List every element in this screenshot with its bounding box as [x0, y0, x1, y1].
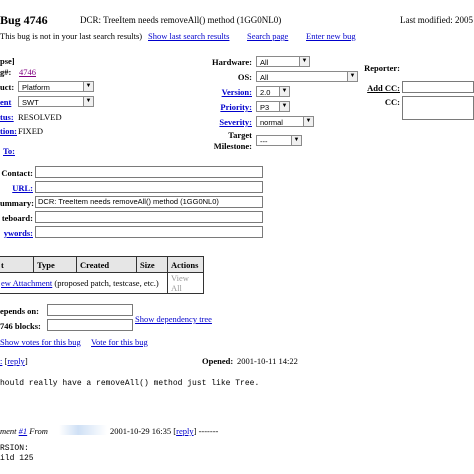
summary-input[interactable]: DCR: TreeItem needs removeAll() method (1GG0NL0) — [35, 196, 263, 208]
attachments-table — [0, 256, 204, 294]
version-select[interactable]: 2.0 ▼ — [256, 86, 290, 97]
enter-new-bug-link[interactable]: Enter new bug — [306, 31, 356, 41]
hardware-label: Hardware: — [212, 57, 252, 67]
reply-link[interactable]: reply — [7, 356, 25, 366]
component-label-link[interactable]: ent — [0, 97, 12, 107]
keywords-label-link[interactable]: ywords: — [3, 228, 33, 238]
status-label-link[interactable]: tus: — [0, 112, 14, 122]
comment-1-dashes: ------- — [198, 426, 219, 436]
target-label: Target — [228, 130, 252, 140]
product-select[interactable]: Platform ▼ — [18, 81, 94, 92]
comment-1-link[interactable]: #1 — [18, 426, 28, 436]
view-all-cell: View All — [168, 273, 204, 294]
size-col-header: Size — [137, 257, 168, 273]
show-dependency-tree-link[interactable]: Show dependency tree — [135, 314, 212, 324]
blocks-input[interactable] — [47, 319, 133, 331]
attachments-header-row — [0, 257, 204, 273]
comment-1-header — [0, 426, 48, 436]
milestone-label: Milestone: — [213, 141, 252, 151]
product-label: uct: — [0, 82, 15, 92]
assigned-to-label-link[interactable]: To: — [3, 146, 15, 156]
comment-1-line-2: ild 125 — [0, 454, 34, 463]
whiteboard-input[interactable] — [35, 211, 263, 223]
comment-1-date: 2001-10-29 16:35 — [110, 426, 172, 436]
chevron-down-icon: ▼ — [83, 97, 93, 106]
create-attachment-cell — [0, 273, 168, 294]
not-in-results-note: This bug is not in your last search results) — [0, 31, 143, 41]
os-select[interactable]: All ▼ — [256, 71, 358, 82]
show-last-search-link[interactable]: Show last search results — [148, 31, 230, 41]
status-value: RESOLVED — [18, 112, 62, 122]
chevron-down-icon: ▼ — [291, 136, 301, 145]
os-label: OS: — [237, 72, 252, 82]
comment-1-meta: 2001-10-29 16:35 [reply] ------- — [110, 426, 219, 436]
comment-0-text: hould really have a removeAll() method just like Tree. — [0, 379, 260, 388]
last-modified: Last modified: 2005 — [400, 15, 473, 25]
chevron-down-icon: ▼ — [347, 72, 357, 81]
depends-on-label: epends on: — [0, 306, 39, 316]
component-select[interactable]: SWT ▼ — [18, 96, 94, 107]
keywords-input[interactable] — [35, 226, 263, 238]
description-reply-row: : [reply] — [0, 356, 28, 366]
cc-list[interactable] — [402, 96, 474, 120]
severity-label-link[interactable]: Severity: — [219, 117, 252, 127]
redacted-author — [59, 425, 107, 435]
resolution-value: FIXED — [18, 126, 44, 136]
priority-select[interactable]: P3 ▼ — [256, 101, 290, 112]
priority-label-link[interactable]: Priority: — [220, 102, 252, 112]
bug-number-link[interactable]: 4746 — [19, 67, 36, 77]
opened-label: Opened: — [202, 356, 234, 366]
classification-label: pse] — [0, 56, 15, 66]
version-label-link[interactable]: Version: — [221, 87, 252, 97]
search-page-link[interactable]: Search page — [247, 31, 289, 41]
chevron-down-icon: ▼ — [303, 117, 313, 126]
url-label-link[interactable]: URL: — [12, 183, 33, 193]
bug-title: Bug 4746 — [0, 13, 48, 27]
comment-1-line-1: RSION: — [0, 444, 29, 453]
type-col-header: Type — [34, 257, 77, 273]
summary-label: ummary: — [0, 198, 34, 208]
contact-input[interactable] — [35, 166, 263, 178]
chevron-down-icon: ▼ — [279, 102, 289, 111]
vote-link[interactable]: Vote for this bug — [91, 337, 148, 347]
severity-select[interactable]: normal ▼ — [256, 116, 314, 127]
reporter-label: Reporter: — [364, 63, 400, 73]
hardware-select[interactable]: All ▼ — [256, 56, 310, 67]
bug-summary-heading: DCR: TreeItem needs removeAll() method (1GG0NL0) — [80, 15, 282, 25]
depends-on-input[interactable] — [47, 304, 133, 316]
description-label: : — [0, 356, 3, 366]
chevron-down-icon: ▼ — [299, 57, 309, 66]
chevron-down-icon: ▼ — [279, 87, 289, 96]
milestone-select[interactable]: --- ▼ — [256, 135, 302, 146]
chevron-down-icon: ▼ — [83, 82, 93, 91]
bug-number-label: g#: — [0, 67, 12, 77]
comment-1-from: From — [29, 426, 48, 436]
create-attachment-row — [0, 273, 204, 294]
show-votes-link[interactable]: Show votes for this bug — [0, 337, 81, 347]
whiteboard-label: teboard: — [1, 213, 33, 223]
create-attachment-link[interactable]: ew Attachment — [1, 278, 53, 288]
comment-1-reply-link[interactable]: reply — [176, 426, 194, 436]
comment-1-label: ment — [0, 426, 17, 436]
url-input[interactable] — [35, 181, 263, 193]
contact-label: Contact: — [1, 168, 33, 178]
actions-col-header: Actions — [168, 257, 204, 273]
resolution-label-link[interactable]: tion: — [0, 126, 17, 136]
create-attachment-note: (proposed patch, testcase, etc.) — [54, 278, 159, 288]
cc-label: CC: — [384, 97, 400, 107]
blocks-label: 746 blocks: — [0, 321, 41, 331]
opened-date: 2001-10-11 14:22 — [237, 356, 298, 366]
add-cc-label: Add CC: — [367, 83, 400, 93]
attachment-col-header: t — [0, 257, 34, 273]
add-cc-input[interactable] — [402, 81, 474, 93]
created-col-header: Created — [77, 257, 137, 273]
